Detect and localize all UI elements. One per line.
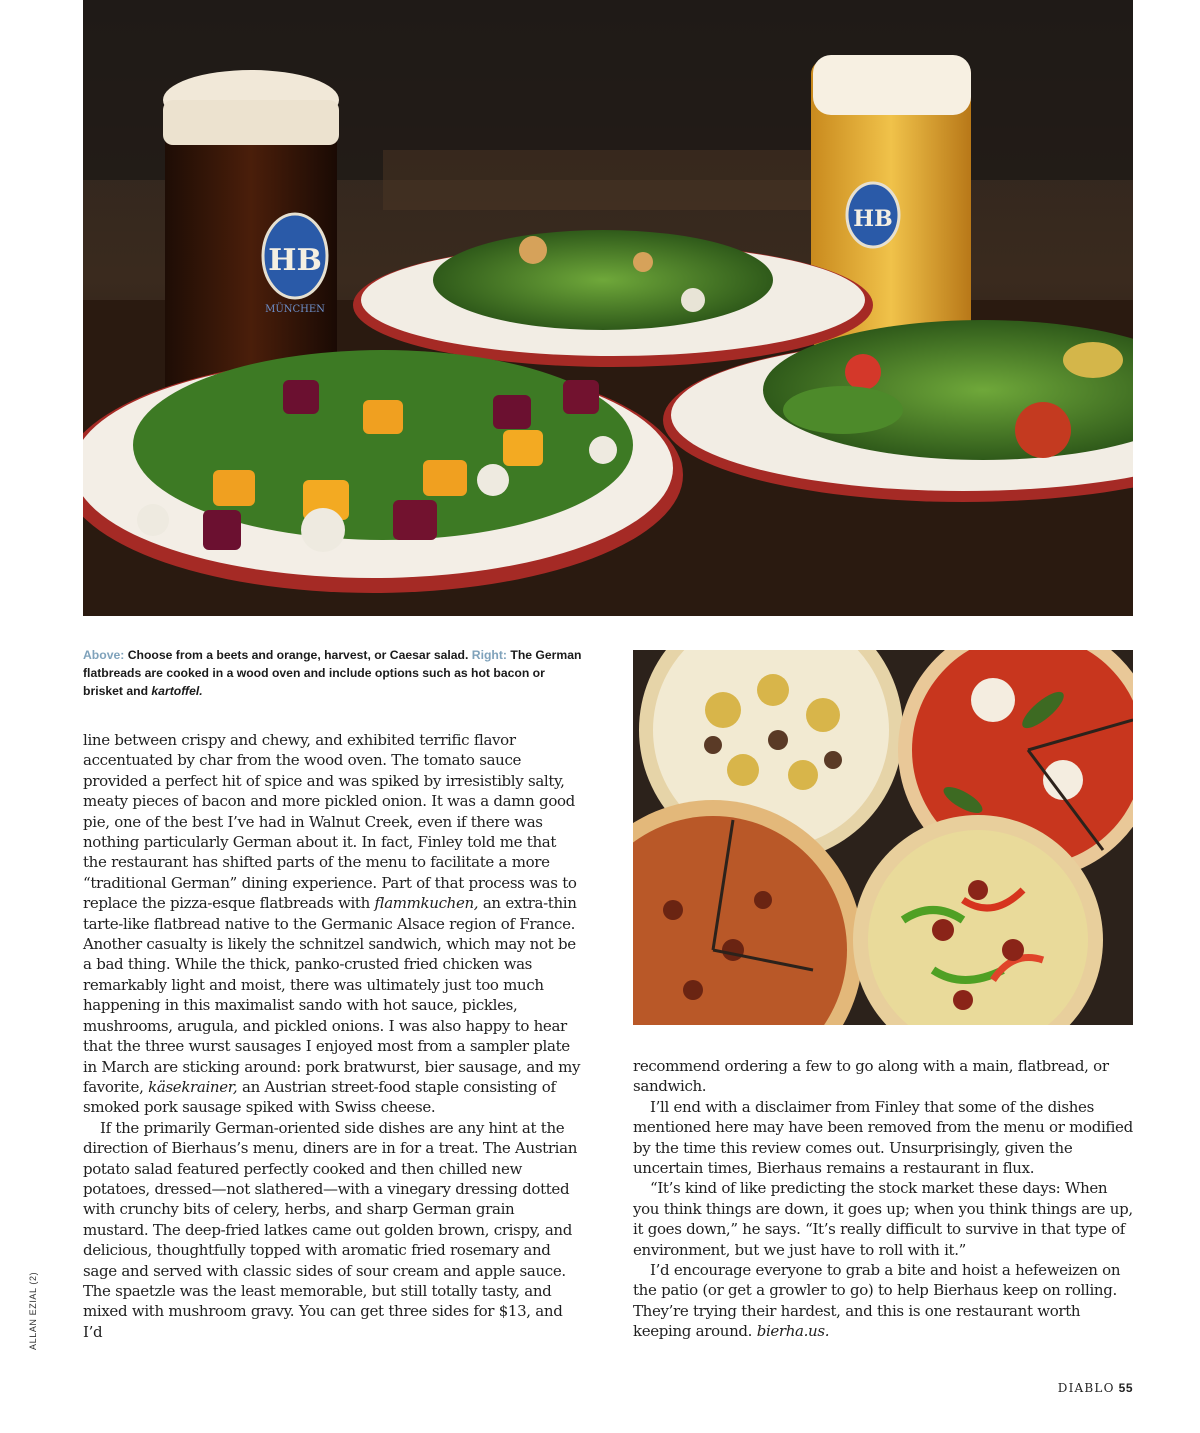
hero-photo-salads-and-beer xyxy=(83,0,1133,616)
paragraph-text: I’d encourage everyone to grab a bite and hoist a hefeweizen on the patio (or get a growler to go) to help Bierhaus keep on rolling. They’re trying their hardest, and this is one restaurant worth keeping around. xyxy=(633,1261,1121,1341)
caption-right-text: The German flatbreads are cooked in a wood oven and include options such as hot bacon or brisket and xyxy=(83,648,582,698)
photo-caption xyxy=(83,646,583,700)
photo-credit: ALLAN EZIAL (2) xyxy=(28,1271,38,1350)
italic-term: käsekrainer, xyxy=(148,1077,238,1096)
mug-logo-light: HB xyxy=(853,206,893,232)
article-paragraph: “It’s kind of like predicting the stock market these days: When you think things are down, it goes up; when you think things are up, it goes down,” he says. “It’s really difficult to survive in that type of environment, but we just have to roll with it.” xyxy=(633,1179,1133,1259)
paragraph-text: an Austrian street-food staple consisting of smoked pork sausage spiked with Swiss cheese. xyxy=(83,1077,556,1117)
page-folio xyxy=(1058,1381,1133,1395)
caption-right-tag: Right: xyxy=(471,648,507,662)
page-number: 55 xyxy=(1118,1381,1133,1395)
article-paragraph: recommend ordering a few to go along with a main, flatbread, or sandwich. xyxy=(633,1057,1109,1096)
italic-term: flammkuchen, xyxy=(374,894,479,913)
article-column-right xyxy=(633,1056,1133,1342)
article-column-left xyxy=(83,730,583,1342)
article-paragraph xyxy=(83,730,583,1118)
article-paragraph: I’ll end with a disclaimer from Finley that some of the dishes mentioned here may have been removed from the menu or modified by the time this review comes out. Unsurprisingly, given the uncertain times, Bierhaus remains a restaurant in flux. xyxy=(633,1097,1133,1178)
caption-above-text: Choose from a beets and orange, harvest, or Caesar salad. xyxy=(124,648,472,662)
paragraph-text: an extra-thin tarte-like flatbread native to the Germanic Alsace region of France. Another casualty is likely the schnitzel sandwich, which may not be a bad thing. While the thick, panko-crusted fried chicken was remarkably light and moist, there was ultimately just too much happening in this maximalist sando with hot sauce, pickles, mushrooms, arugula, and pickled onions. I was also happy to hear that the three wurst sausages I enjoyed most from a sampler plate in March are sticking around: pork bratwurst, bier sausage, and my favorite, xyxy=(83,894,581,1096)
mug-city-label: MÜNCHEN xyxy=(265,304,325,315)
caption-above-tag: Above: xyxy=(83,648,125,662)
article-paragraph xyxy=(633,1260,1133,1342)
pizza-flatbreads-photo xyxy=(633,650,1133,1025)
caption-right-italic: kartoffel. xyxy=(151,684,203,698)
flatbread-illustration xyxy=(633,650,1133,1025)
magazine-name: DIABLO xyxy=(1057,1381,1115,1395)
paragraph-text: line between crispy and chewy, and exhibited terrific flavor accentuated by char from the wood oven. The tomato sauce provided a perfect hit of spice and was spiked by irresistibly salty, meaty pieces of bacon and more pickled onion. It was a damn good pie, one of the best I’ve had in Walnut Creek, even if there was nothing particularly German about it. In fact, Finley told me that the restaurant has shifted parts of the menu to facilitate a more “traditional German” dining experience. Part of that process was to replace the pizza-esque flatbreads with xyxy=(83,731,577,913)
website-link[interactable]: bierha.us. xyxy=(756,1322,830,1341)
mug-logo-dark: HB xyxy=(268,243,322,278)
article-paragraph: If the primarily German-oriented side dishes are any hint at the direction of Bierhaus’s menu, diners are in for a treat. The Austrian potato salad featured perfectly cooked and then chilled new potatoes, dressed—not slathered—with a vinegary dressing dotted with crunchy bits of celery, herbs, and sharp German grain mustard. The deep-fried latkes came out golden brown, crispy, and delicious, thoughtfully topped with aromatic fried rosemary and sage and served with classic sides of sour cream and apple sauce. The spaetzle was the least memorable, but still totally tasty, and mixed with mushroom gravy. You can get three sides for $13, and I’d xyxy=(83,1118,578,1341)
salad-beer-illustration xyxy=(83,0,1133,616)
